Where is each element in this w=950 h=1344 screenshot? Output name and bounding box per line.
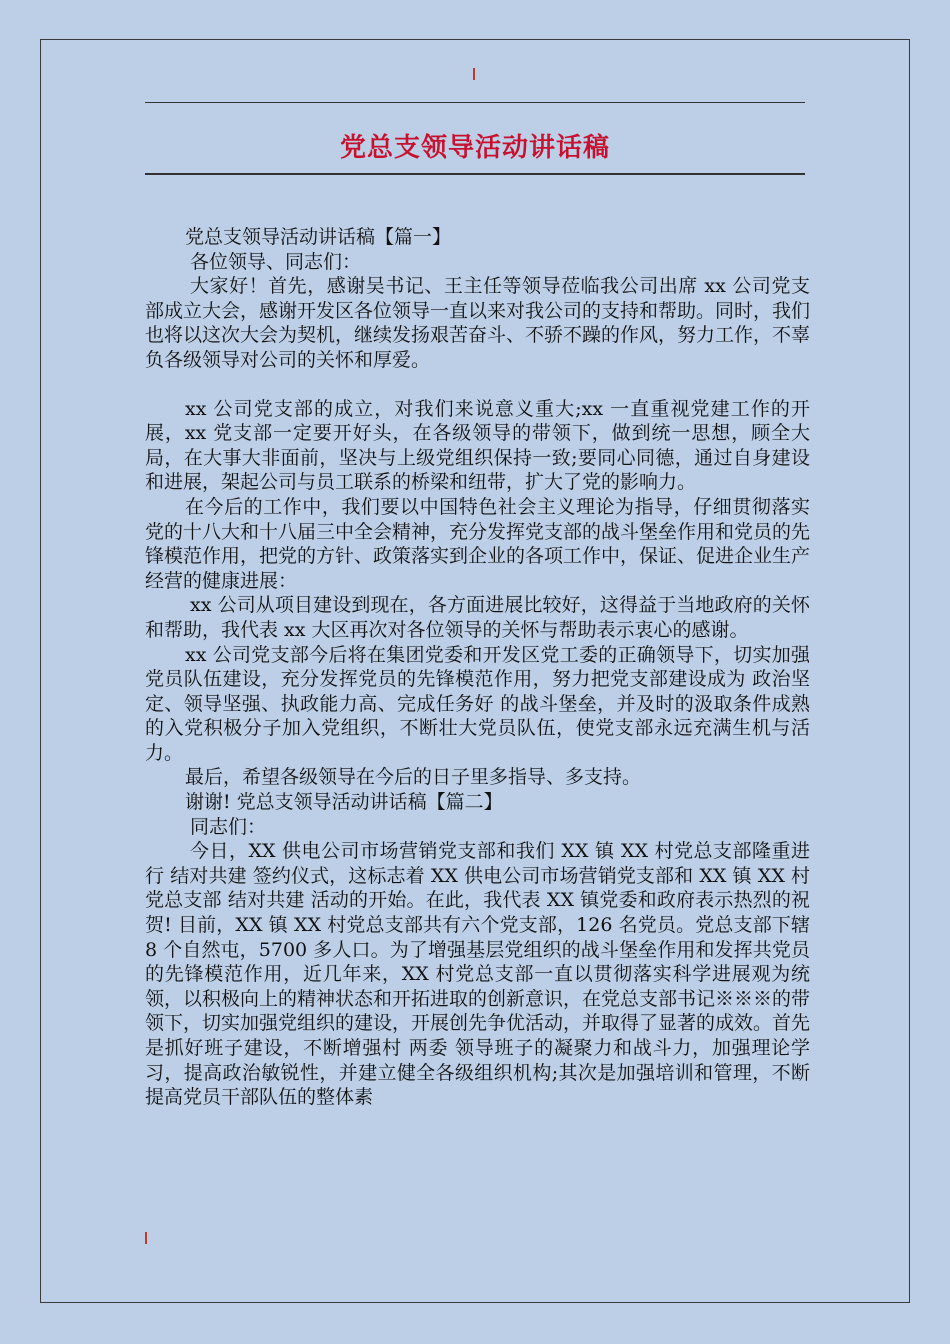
section-heading-1: 党总支领导活动讲话稿【篇一】 (185, 226, 452, 248)
paragraph: xx 公司从项目建设到现在，各方面进展比较好，这得益于当地政府的关怀和帮助，我代表 xx 大区再次对各位领导的关怀与帮助表示衷心的感谢。 (145, 594, 810, 641)
footer-mark (145, 1232, 147, 1244)
header-mark (473, 68, 475, 80)
section-heading-2: 谢谢! 党总支领导活动讲话稿【篇二】 (185, 791, 503, 814)
paragraph: 今日，XX 供电公司市场营销党支部和我们 XX 镇 XX 村党总支部隆重进行 结对共建 签约仪式，这标志着 XX 供电公司市场营销党支部和 XX 镇 XX 村党总支部 结对共建 活动的开始。在此，我代表 XX 镇党委和政府表示热烈的祝贺! 目前，XX 镇 XX 村党总支部共有六个党支部，126 名党员。党总支部下辖 8 个自然屯，5700 多人口。为了增强基层党组织的战斗堡垒作用和发挥共党员的先锋模范作用，近几年来，XX 村党总支部一直以贯彻落实科学进展观为统领，以积极向上的精神状态和开拓进取的创新意识，在党总支部书记※※※的带领下，切实加强党组织的建设，开展创先争优活动，并取得了显著的成效。首先是抓好班子建设，不断增强村 两委 领导班子的凝聚力和战斗力，加强理论学习，提高政治敏锐性，并建立健全各级组织机构;其次是加强培训和管理，不断提高党员干部队伍的整体素 (145, 840, 811, 1109)
paragraph: xx 公司党支部的成立，对我们来说意义重大;xx 一直重视党建工作的开展，xx 党支部一定要开好头，在各级领导的带领下，做到统一思想，顾全大局，在大事大非面前，坚决与上级党组织保持一致;要同心同德，通过自身建设和进展，架起公司与员工联系的桥梁和纽带，扩大了党的影响力。 (145, 397, 810, 494)
paragraph: 最后，希望各级领导在今后的日子里多指导、多支持。 (185, 766, 642, 789)
salutation-2: 同志们： (190, 815, 267, 838)
paragraph: xx 公司党支部今后将在集团党委和开发区党工委的正确领导下，切实加强党员队伍建设，充分发挥党员的先锋模范作用，努力把党支部建设成为 政治坚定、领导坚强、执政能力高、完成任务好 的战斗堡垒，并及时的汲取条件成熟的入党积极分子加入党组织，不断壮大党员队伍，使党支部永远充满生机与活力。 (145, 643, 810, 764)
document-title: 党总支领导活动讲话稿 (339, 133, 610, 163)
paragraph: 在今后的工作中，我们要以中国特色社会主义理论为指导，仔细贯彻落实党的十八大和十八届三中全会精神，充分发挥党支部的战斗堡垒作用和党员的先锋模范作用，把党的方针、政策落实到企业的各项工作中，保证、促进企业生产经营的健康进展： (145, 495, 811, 592)
header-rule (145, 102, 805, 103)
salutation-1: 各位领导、同志们： (190, 250, 362, 273)
document-body (145, 225, 810, 1110)
title-rule (145, 173, 805, 175)
paragraph: 大家好！首先，感谢吴书记、王主任等领导莅临我公司出席 xx 公司党支部成立大会，感谢开发区各位领导一直以来对我公司的支持和帮助。同时，我们也将以这次大会为契机，继续发扬艰苦奋斗、不骄不躁的作风，努力工作，不辜负各级领导对公司的关怀和厚爱。 (145, 275, 811, 371)
